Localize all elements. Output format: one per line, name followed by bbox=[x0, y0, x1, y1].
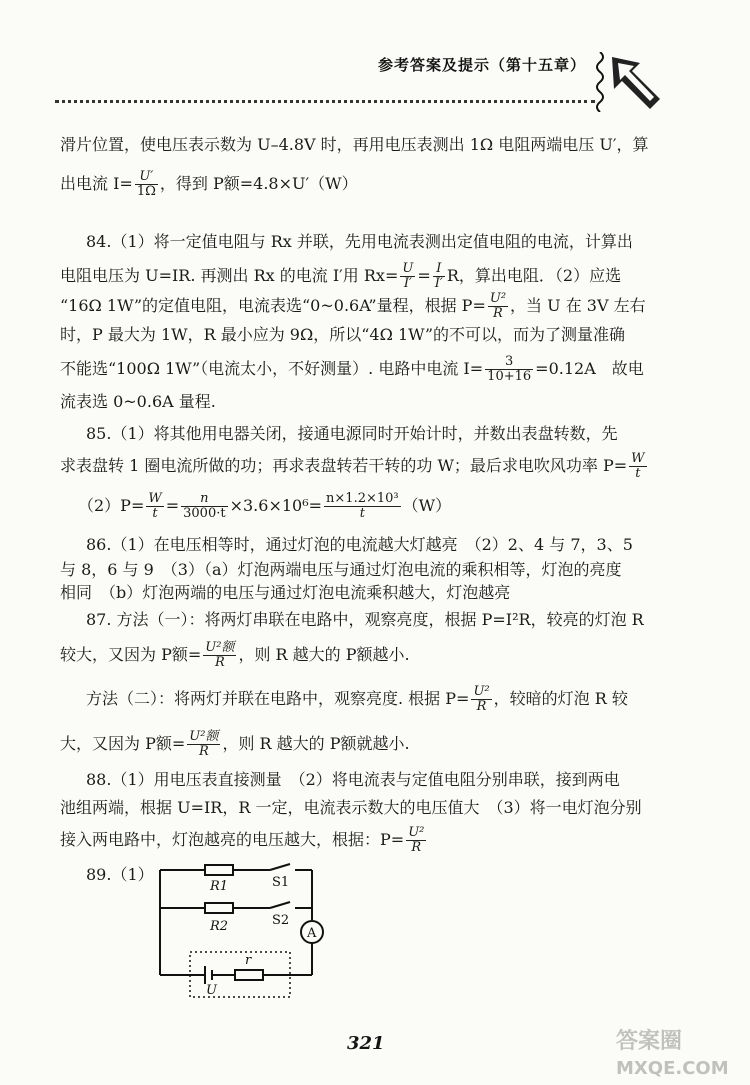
fraction bbox=[400, 262, 415, 291]
text-line: （2）P= $\frac{W}{t}$ = $\frac{n}{3000\cdot t}$ ×3.6×10⁶= $\frac{\text{n×1.2×10³}}{t}$ （W） bbox=[78, 491, 452, 521]
header-dotted-rule bbox=[55, 100, 595, 103]
resistor-r2 bbox=[205, 903, 233, 913]
text-line: 电阻电压为 U=IR. 再测出 Rx 的电流 I′用 Rx= $\frac{U}{I'}$ = $\frac{I}{I'}$ R，算出电阻．（2）应选 bbox=[60, 261, 622, 291]
fraction-numerator: U′ bbox=[135, 170, 158, 185]
fraction-denominator: 1Ω bbox=[136, 184, 156, 199]
fraction bbox=[629, 452, 646, 481]
fraction-denominator: I′ bbox=[434, 276, 443, 291]
text-segment: 求表盘转 1 圈电流所做的功；再求表盘转若干转的功 W；最后求电吹风功率 P= bbox=[60, 456, 628, 475]
resistor-r-internal bbox=[235, 970, 263, 980]
wavy-border-decoration bbox=[594, 52, 606, 112]
text-segment: 方法（二）：将两灯并联在电路中，观察亮度. 根据 P= bbox=[86, 689, 470, 708]
arrow-icon bbox=[610, 55, 662, 111]
label-s1: S1 bbox=[272, 875, 290, 890]
fraction-denominator: 3000·t bbox=[183, 506, 226, 521]
text-segment: ×3.6×10⁶= bbox=[229, 496, 323, 515]
fraction-numerator: 3 bbox=[485, 355, 533, 370]
fraction-denominator: R bbox=[214, 655, 225, 670]
fraction-numerator: n×1.2×10³ bbox=[326, 491, 399, 506]
watermark-text-part: MXQE.COM bbox=[616, 1058, 729, 1079]
text-line: 87. 方法（一）：将两灯串联在电路中，观察亮度，根据 P=I²R，较亮的灯泡 R bbox=[86, 610, 644, 629]
text-line: 滑片位置，使电压表示数为 U–4.8V 时，再用电压表测出 1Ω 电阻两端电压 U′，算 bbox=[60, 135, 649, 154]
text-segment: ，较暗的灯泡 R 较 bbox=[493, 689, 628, 708]
switch-s1 bbox=[270, 864, 290, 870]
text-line: 相同 （b）灯泡两端的电压与通过灯泡电流乘积越大，灯泡越亮 bbox=[60, 583, 511, 602]
fraction bbox=[488, 292, 508, 321]
text-line bbox=[60, 355, 644, 384]
resistor-r1 bbox=[205, 865, 233, 875]
fraction-denominator: t bbox=[152, 506, 158, 521]
fraction-denominator: R bbox=[476, 699, 487, 714]
label-ammeter: A bbox=[307, 926, 317, 941]
text-line bbox=[60, 452, 649, 481]
fraction bbox=[146, 492, 163, 521]
watermark-text bbox=[616, 1028, 729, 1079]
text-segment: 不能选“100Ω 1W”（电流太小，不好测量）. 电路中电流 I= bbox=[60, 359, 484, 378]
text-line: 85.（1）将其他用电器关闭，接通电源同时开始计时，并数出表盘转数，先 bbox=[86, 424, 618, 443]
text-segment: ，得到 P额=4.8×U′（W） bbox=[159, 174, 358, 193]
fraction-numerator: U²额 bbox=[189, 729, 219, 744]
fraction bbox=[433, 262, 445, 291]
circuit-diagram bbox=[150, 860, 340, 1005]
fraction-denominator: 10+16 bbox=[487, 369, 532, 384]
fraction-numerator: U² bbox=[489, 291, 507, 306]
fraction-denominator: t bbox=[635, 466, 641, 481]
switch-s2 bbox=[270, 902, 290, 908]
watermark-logo bbox=[612, 1008, 747, 1083]
label-source: U bbox=[206, 983, 217, 998]
text-segment: ，则 R 越大的 P额越小. bbox=[238, 645, 410, 664]
fraction-denominator: t bbox=[359, 506, 365, 521]
fraction bbox=[406, 826, 426, 855]
watermark-text-part: 答案圈 bbox=[616, 1029, 683, 1054]
text-line: 与 8，6 与 9 （3）（a）灯泡两端电压与通过灯泡电流的乘积相等，灯泡的亮度 bbox=[60, 560, 622, 579]
text-segment: ，当 U 在 3V 左右 bbox=[510, 296, 646, 315]
fraction-numerator: U²额 bbox=[205, 640, 235, 655]
fraction-numerator: U² bbox=[408, 825, 425, 840]
text-line bbox=[60, 170, 358, 199]
text-line: 86.（1）在电压相等时，通过灯泡的电流越大灯越亮 （2）2、4 与 7，3、5 bbox=[86, 535, 633, 554]
text-line: 流表选 0~0.6A 量程. bbox=[60, 392, 216, 411]
fraction bbox=[485, 355, 533, 384]
text-segment: ，则 R 越大的 P额就越小. bbox=[222, 734, 410, 753]
text-line bbox=[60, 730, 410, 759]
text-line: 89.（1） bbox=[86, 865, 154, 884]
text-line bbox=[86, 685, 628, 714]
text-segment: 大，又因为 P额= bbox=[60, 734, 186, 753]
fraction-numerator: n bbox=[181, 492, 227, 507]
fraction bbox=[187, 730, 220, 759]
text-segment: 出电流 I= bbox=[60, 174, 133, 193]
text-line: 时，P 最大为 1W，R 最小应为 9Ω，所以“4Ω 1W”的不可以，而为了测量准确 bbox=[60, 325, 626, 344]
fraction-denominator: R bbox=[198, 744, 209, 759]
text-segment: R，算出电阻．（2）应选 bbox=[446, 266, 622, 285]
text-segment: =0.12A 故电 bbox=[535, 359, 644, 378]
fraction-numerator: I bbox=[433, 262, 445, 277]
text-line: 88.（1）用电压表直接测量 （2）将电流表与定值电阻分别串联，接到两电 bbox=[86, 770, 620, 789]
label-s2: S2 bbox=[272, 913, 290, 928]
text-segment: （2）P= bbox=[78, 496, 145, 515]
text-line bbox=[60, 641, 410, 670]
fraction-numerator: W bbox=[148, 491, 162, 506]
text-line bbox=[60, 292, 646, 321]
fraction bbox=[471, 685, 491, 714]
label-r-internal: r bbox=[245, 953, 252, 968]
fraction-numerator: W bbox=[631, 451, 645, 466]
text-segment: 电阻电压为 U=IR. 再测出 Rx 的电流 I′用 Rx= bbox=[60, 266, 399, 285]
label-r1: R1 bbox=[210, 879, 229, 894]
page-number: 321 bbox=[347, 1033, 385, 1054]
fraction bbox=[203, 641, 236, 670]
label-r2: R2 bbox=[210, 919, 229, 934]
fraction bbox=[324, 492, 401, 521]
text-segment: 较大，又因为 P额= bbox=[60, 645, 202, 664]
fraction bbox=[135, 170, 158, 199]
fraction-denominator: R bbox=[411, 840, 422, 855]
fraction bbox=[181, 492, 227, 521]
fraction-denominator: R bbox=[493, 306, 503, 321]
text-segment: “16Ω 1W”的定值电阻，电流表选“0~0.6A”量程，根据 P= bbox=[60, 296, 486, 315]
text-line bbox=[60, 826, 428, 855]
header-title: 参考答案及提示（第十五章） bbox=[378, 56, 587, 74]
text-segment: （W） bbox=[402, 496, 452, 515]
fraction-numerator: U² bbox=[473, 684, 490, 699]
fraction-numerator: U bbox=[402, 261, 414, 276]
fraction-denominator: I′ bbox=[403, 276, 412, 291]
text-line: 84.（1）将一定值电阻与 Rx 并联，先用电流表测出定值电阻的电流，计算出 bbox=[86, 232, 633, 251]
text-line: 池组两端，根据 U=IR，R 一定，电流表示数大的电压值大 （3）将一电灯泡分别 bbox=[60, 798, 642, 817]
text-segment: 接入两电路中，灯泡越亮的电压越大，根据：P= bbox=[60, 830, 405, 849]
